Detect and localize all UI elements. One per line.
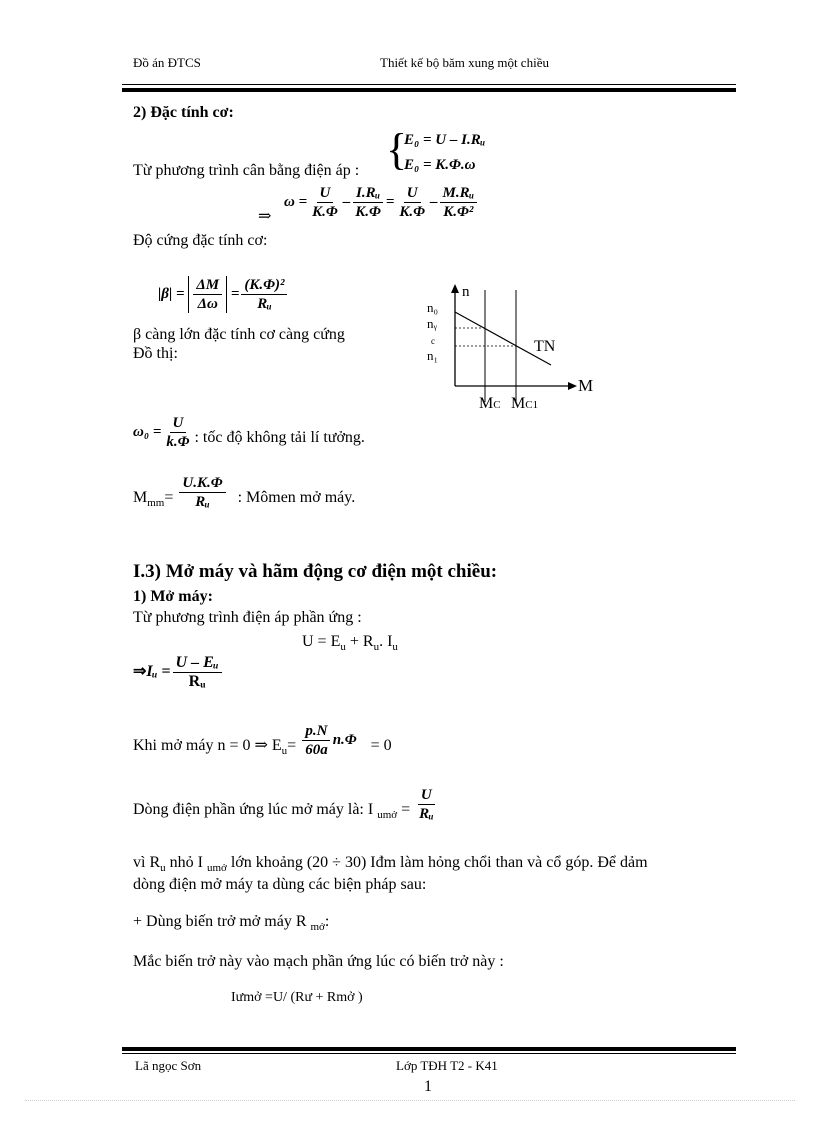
starting-current-formula: $\frac{U}{\text{Rᵤ}}$ <box>419 787 434 822</box>
x-axis-arrow <box>568 382 577 390</box>
starting-current-text: Dòng điện phần ứng lúc mở máy là: I <box>133 801 374 819</box>
mmm-equals: = <box>164 489 174 507</box>
label-ny: nᵧ <box>427 316 437 331</box>
method-end: : <box>324 913 330 930</box>
paragraph-line-2: dòng điện mở máy ta dùng các biện pháp sau: <box>133 876 427 893</box>
connect-text: Mắc biến trở này vào mạch phần ứng lúc có biến trở này : <box>133 953 504 970</box>
footer-class: Lớp TĐH T2 - K41 <box>396 1058 498 1073</box>
equation-e0-u: E₀ = U – I.Rᵤ <box>404 132 486 148</box>
current-formula: ⇒Iᵤ = $\frac{\text{U – Eᵤ}}{\text{Rᵤ}}$ <box>133 654 224 691</box>
para-part-a: vì R <box>133 854 161 871</box>
paragraph-line-1: vì $R_u$ nhỏ I $_{umở}$ lớn khoảng (20 ÷ 30) Iđm làm hỏng chổi than và cổ góp. Để dảm <box>133 854 648 874</box>
header-right: Thiết kế bộ băm xung một chiều <box>380 55 549 70</box>
label-n1: n₁ <box>427 348 439 363</box>
system-brace: { <box>386 125 408 174</box>
label-mc: MC <box>479 395 501 412</box>
starting-current-line: Dòng điện phần ứng lúc mở máy là: I $_{umở}$ = $\frac{U}{\text{Rᵤ}}$ <box>133 786 439 823</box>
para-part-c: lớn khoảng (20 ÷ 30) Iđm làm hỏng chổi than và cổ góp. Để dảm <box>230 854 648 871</box>
para-part-b: nhỏ I <box>169 854 203 871</box>
section-title: 2) Đặc tính cơ: <box>133 104 234 121</box>
armature-intro: Từ phương trình điện áp phần ứng : <box>133 609 362 626</box>
equation-e0-k: E₀ = K.Φ.ω <box>404 157 476 173</box>
graph-title: Đồ thị: <box>133 345 178 362</box>
beta-equation: |β| = $\frac{\Delta M}{\Delta\omega}$ = $\frac{\text{(K.Φ)²}}{\text{Rᵤ}}$ <box>158 276 289 313</box>
mmm-formula: $\frac{U.K.\Phi}{\text{Rᵤ}}$ <box>179 474 225 511</box>
footer-rule-thin <box>122 1053 736 1054</box>
label-n0: n₀ <box>427 300 439 315</box>
header-rule-thin <box>122 84 736 85</box>
axis-label-n: n <box>462 284 470 300</box>
method-line <box>133 913 329 933</box>
page-number: 1 <box>424 1078 432 1095</box>
mmm-label: M <box>133 489 148 507</box>
section-heading: I.3) Mở máy và hãm động cơ điện một chiều: <box>133 561 498 582</box>
armature-equation: $U = E_u + R_u$. $I_u$ <box>302 633 398 653</box>
page-bottom-dotted-line <box>25 1100 795 1101</box>
starting-current-subscript: umở <box>377 809 398 822</box>
mmm-line <box>133 474 355 511</box>
method-text: + Dùng biến trở mở máy R <box>133 913 307 930</box>
label-mc1: MC1 <box>511 395 539 412</box>
mmm-description: : Mômen mở máy. <box>237 489 356 507</box>
mmm-subscript: mm <box>147 497 165 510</box>
start-equals: = <box>287 737 297 755</box>
start-condition-line: Khi mở máy n = 0 ⇒ $E_u=$ $\frac{p.N}{60a}$ n.Φ = 0 <box>133 723 392 758</box>
footer-author: Lã ngọc Sơn <box>135 1058 202 1073</box>
back-emf-formula: $\frac{p.N}{60a}$ <box>302 722 331 759</box>
omega0-line <box>133 414 365 451</box>
start-end: = 0 <box>370 737 392 755</box>
header-rule-thick <box>122 88 736 92</box>
armature-current-formula: Iưmở =U/ (Rư + Rmở ) <box>231 990 363 1005</box>
footer-rule-thick <box>122 1047 736 1051</box>
label-tn: TN <box>534 338 556 355</box>
header-left: Đồ án ĐTCS <box>133 55 201 70</box>
start-text: Khi mở máy n = 0 ⇒ E <box>133 737 282 755</box>
beta-note: β càng lớn đặc tính cơ càng cứng <box>133 326 345 343</box>
axis-label-m: M <box>578 376 594 395</box>
implies-symbol: ⇒ <box>258 208 272 225</box>
voltage-balance-intro: Từ phương trình cân bằng điện áp : <box>133 162 360 179</box>
subsection-title: 1) Mở máy: <box>133 588 213 605</box>
y-axis-arrow <box>451 284 459 293</box>
omega0-formula: ω₀ = $\frac{U}{k.\Phi}$ <box>133 415 190 450</box>
mechanical-characteristic-graph <box>425 282 605 412</box>
method-subscript: mở <box>310 921 325 933</box>
armature-eq-part1: U = E <box>302 633 341 650</box>
omega0-description: : tốc độ không tải lí tưởng. <box>194 429 365 447</box>
label-c: c <box>431 336 435 346</box>
omega-equation: ω = $\frac{U}{K.\Phi}$ – $\frac{\text{I.Rᵤ}}{K.\Phi}$ = $\frac{U}{K.\Phi}$ – $\frac{\text{M.Rᵤ}}{\text{K.Φ²}}$ <box>284 184 479 221</box>
stiffness-title: Độ cứng đặc tính cơ: <box>133 232 268 249</box>
